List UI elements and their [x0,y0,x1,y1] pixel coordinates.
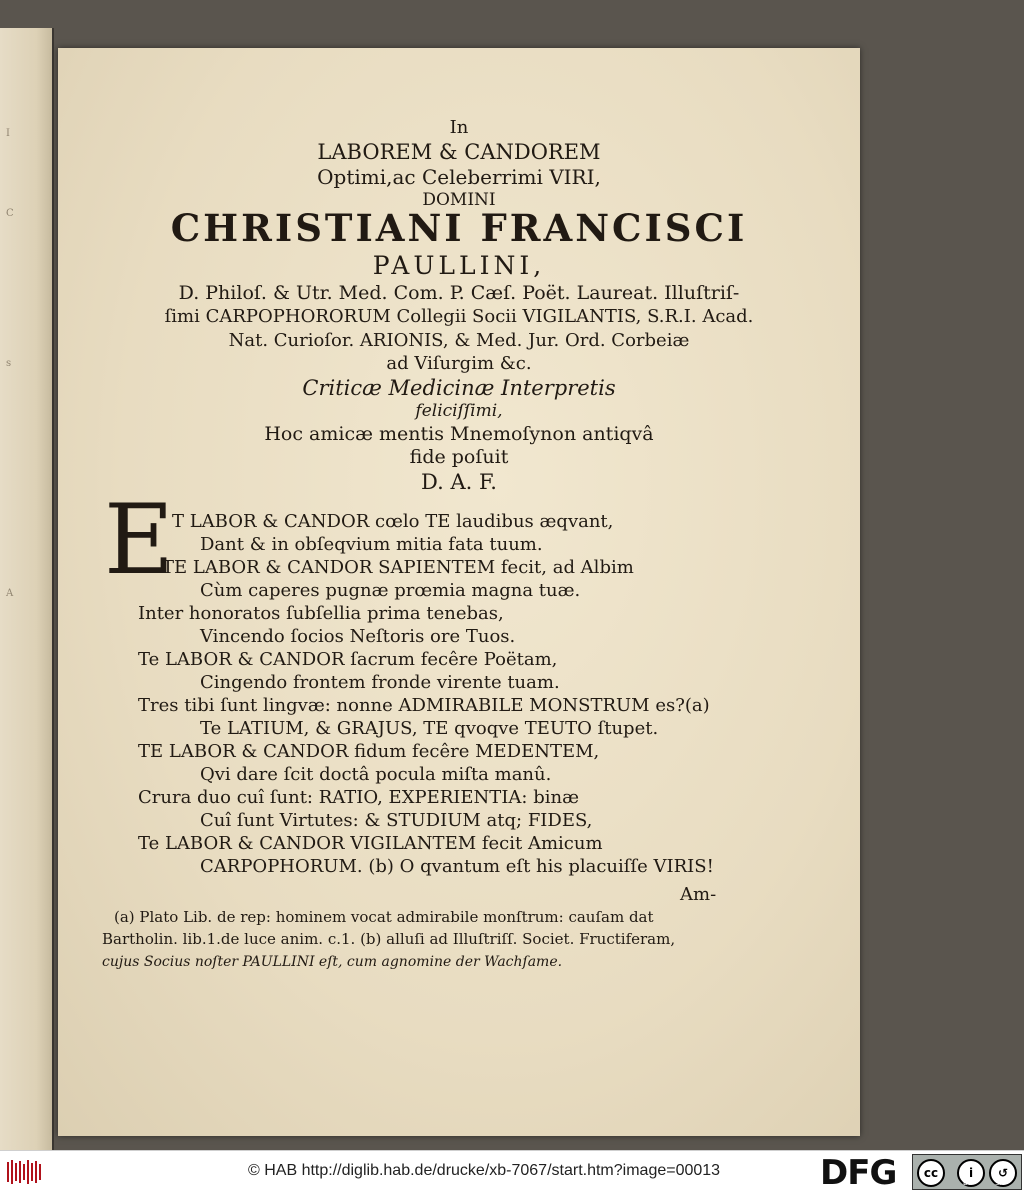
share-alike-icon: ↺ [989,1159,1017,1187]
poem-line: Vincendo ſocios Neſtoris ore Tuos. [200,626,516,647]
poem-line: Qvi dare ſcit doctâ pocula miſta manû. [200,764,552,785]
heading-paullini: PAULLINI, [372,251,546,280]
poem-line: Te LATIUM, & GRAJUS, TE qvoqve TEUTO ſtupet. [200,718,659,739]
title-dedication-2: fide poſuit [409,446,509,468]
title-line-3: Nat. Curioſor. ARIONIS, & Med. Jur. Ord. Corbeiæ [228,330,690,351]
drop-cap: E [104,484,175,596]
poem-line: Tres tibi ſunt lingvæ: nonne ADMIRABILE MONSTRUM es?(a) [138,695,710,716]
license-by-label: BY [963,1179,972,1187]
cc-icon: cc [917,1159,945,1187]
dfg-logo-text: DFG [820,1155,897,1187]
hab-logo-icon [6,1159,44,1185]
cc-license-badge[interactable] [912,1154,1022,1190]
heading-labor-candor: LABOREM & CANDOREM [317,140,601,164]
license-sa-label: SA [995,1179,1005,1187]
title-dedication-1: Hoc amicæ mentis Mnemoſynon antiqvâ [264,423,654,445]
title-italic-1: Criticæ Medicinæ Interpretis [302,376,616,400]
poem-line: Dant & in obſeqvium mitia fata tuum. [200,534,543,555]
poem-line: Cingendo frontem fronde virente tuam. [200,672,560,693]
previous-page-edge: I C s A [0,28,54,1150]
catchword: Am- [680,884,717,905]
heading-optimi: Optimi,ac Celeberrimi VIRI, [317,165,601,189]
source-link[interactable]: © HAB http://diglib.hab.de/drucke/xb-7067/start.htm?image=00013 [248,1162,721,1179]
title-line-1: D. Philoſ. & Utr. Med. Com. P. Cæſ. Poët. Laureat. Illuſtriſ- [178,282,740,304]
heading-christiani: CHRISTIANI FRANCISCI [170,206,748,250]
footnote-line: Bartholin. lib.1.de luce anim. c.1. (b) alluſi ad Illuſtriſſ. Societ. Fructiferam, [102,930,676,948]
poem-line: Crura duo cuî ſunt: RATIO, EXPERIENTIA: binæ [138,787,579,808]
poem-line: Cuî ſunt Virtutes: & STUDIUM atq; FIDES, [200,810,593,831]
poem-line: TE LABOR & CANDOR fidum fecêre MEDENTEM, [138,741,600,762]
heading-in: In [449,117,469,138]
poem-line: TE LABOR & CANDOR SAPIENTEM fecit, ad Albim [162,557,634,578]
poem-line: T LABOR & CANDOR cœlo TE laudibus æqvant, [172,511,614,532]
title-line-2: ſimi CARPOPHORORUM Collegii Socii VIGILANTIS, S.R.I. Acad. [164,306,754,327]
footer-bar [0,1150,1024,1191]
footnote-line: (a) Plato Lib. de rep: hominem vocat admirabile monſtrum: cauſam dat [114,908,654,926]
poem-line: Te LABOR & CANDOR VIGILANTEM fecit Amicum [138,833,603,854]
poem-line: CARPOPHORUM. (b) O qvantum eſt his placuiſſe VIRIS! [200,856,714,877]
document-page [58,48,860,1136]
dfg-logo-icon [818,1155,914,1187]
poem-line: Te LABOR & CANDOR ſacrum fecêre Poëtam, [138,649,558,670]
title-italic-2: feliciſſimi, [415,401,503,421]
footnote-line: cujus Socius noſter PAULLINI eſt, cum agnomine der Wachſame. [102,954,563,970]
author-initials: D. A. F. [421,470,497,494]
attribution-icon: i [957,1159,985,1187]
poem-line: Cùm caperes pugnæ prœmia magna tuæ. [200,580,581,601]
heading-domini: DOMINI [422,190,496,210]
title-line-4: ad Viſurgim &c. [386,353,532,374]
poem-line: Inter honoratos ſubſellia prima tenebas, [138,603,504,624]
